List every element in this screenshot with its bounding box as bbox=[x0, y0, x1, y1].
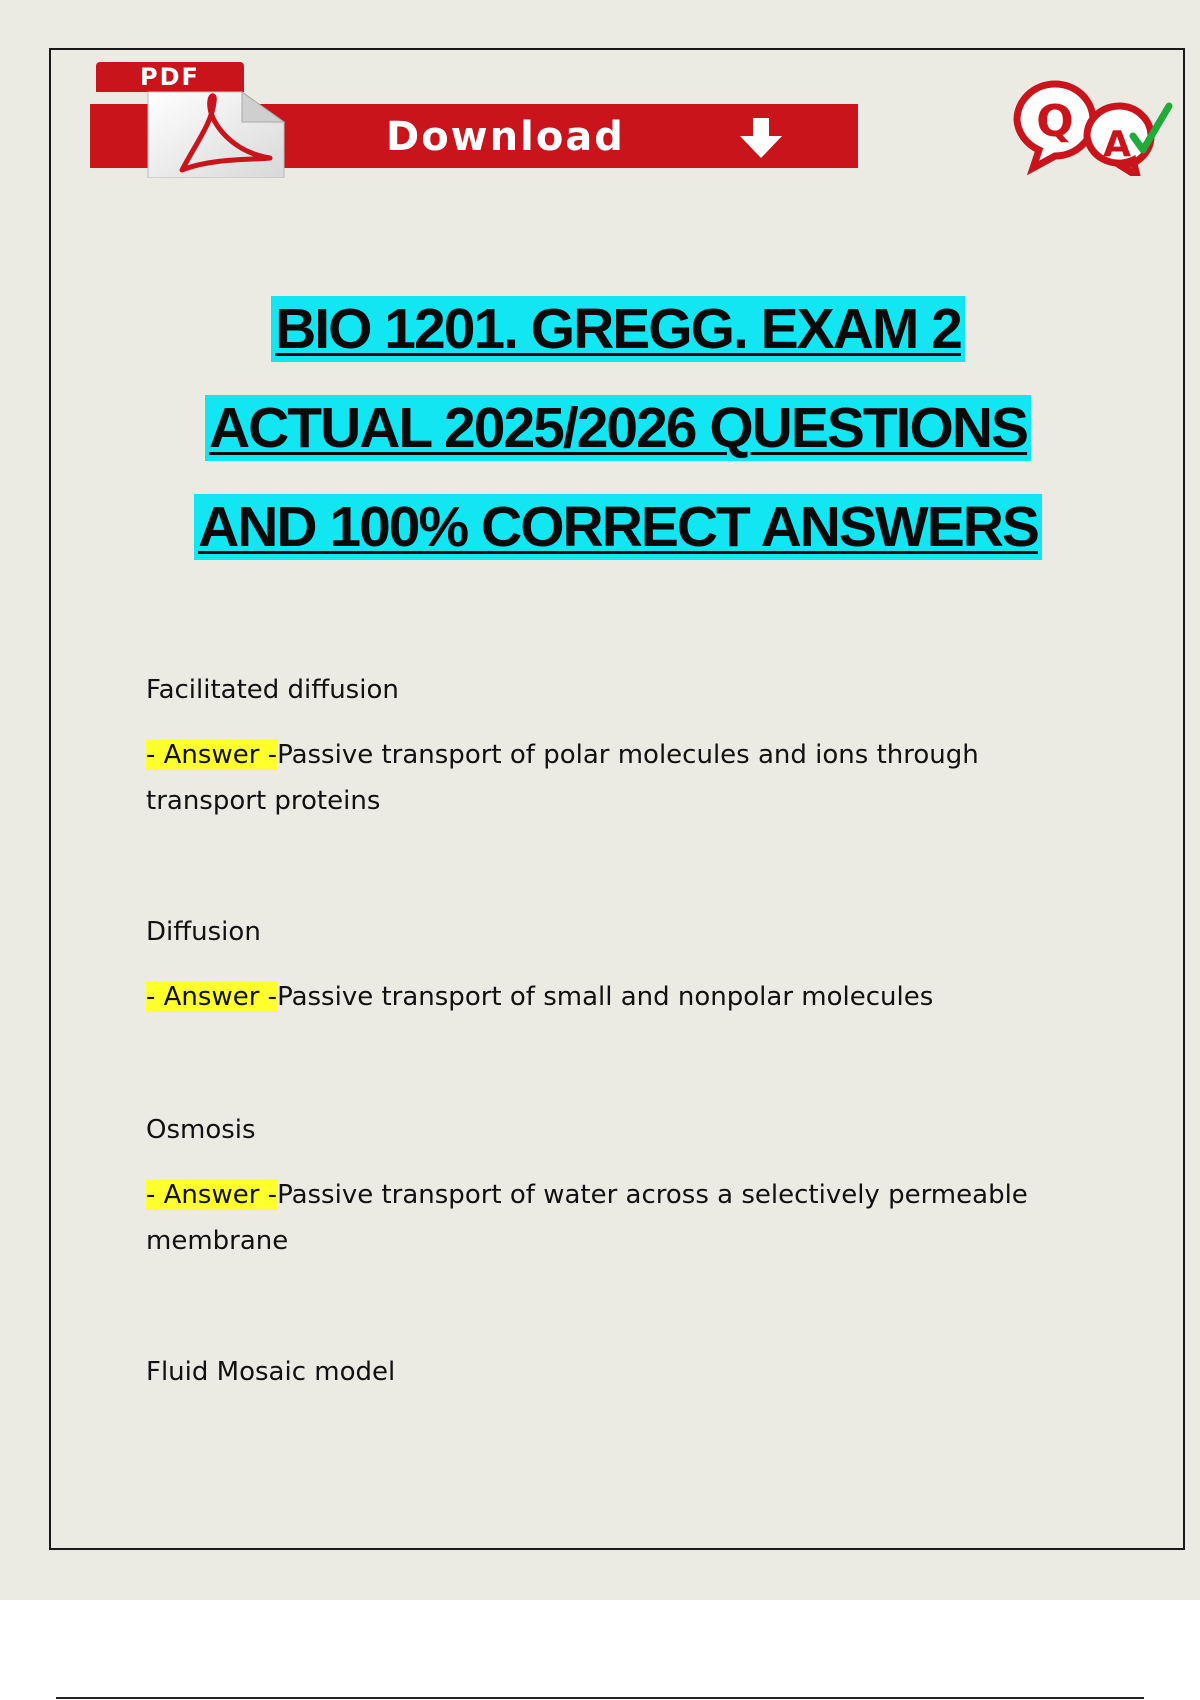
question-term: Facilitated diffusion bbox=[146, 675, 399, 705]
title-line-3: AND 100% CORRECT ANSWERS bbox=[194, 494, 1042, 560]
answer-text: Passive transport of small and nonpolar molecules bbox=[277, 982, 934, 1012]
answer-tag: - Answer - bbox=[146, 1180, 278, 1210]
bottom-divider bbox=[56, 1697, 1144, 1699]
pdf-download-banner[interactable] bbox=[90, 60, 860, 178]
document-title bbox=[60, 296, 1176, 593]
question-term: Osmosis bbox=[146, 1115, 256, 1145]
answer-tag: - Answer - bbox=[146, 982, 278, 1012]
title-line-1: BIO 1201. GREGG. EXAM 2 bbox=[271, 296, 965, 362]
download-label[interactable]: Download bbox=[386, 114, 625, 160]
title-line-2: ACTUAL 2025/2026 QUESTIONS bbox=[205, 395, 1031, 461]
download-arrow-icon[interactable] bbox=[734, 116, 788, 160]
answer-tag: - Answer - bbox=[146, 740, 278, 770]
qa-speech-bubbles-icon bbox=[1005, 76, 1175, 176]
pdf-document-icon bbox=[142, 62, 292, 178]
answer-text: Passive transport of polar molecules and ions through transport proteins bbox=[146, 740, 979, 816]
question-term: Fluid Mosaic model bbox=[146, 1357, 396, 1387]
pdf-tab-label: PDF bbox=[96, 62, 244, 92]
logo-q: Q bbox=[1036, 96, 1074, 147]
answer-text: Passive transport of water across a selectively permeable membrane bbox=[146, 1180, 1028, 1256]
answer bbox=[146, 732, 1046, 824]
question-term: Diffusion bbox=[146, 917, 261, 947]
answer bbox=[146, 974, 1046, 1020]
logo-a: A bbox=[1103, 124, 1131, 165]
answer bbox=[146, 1172, 1046, 1264]
